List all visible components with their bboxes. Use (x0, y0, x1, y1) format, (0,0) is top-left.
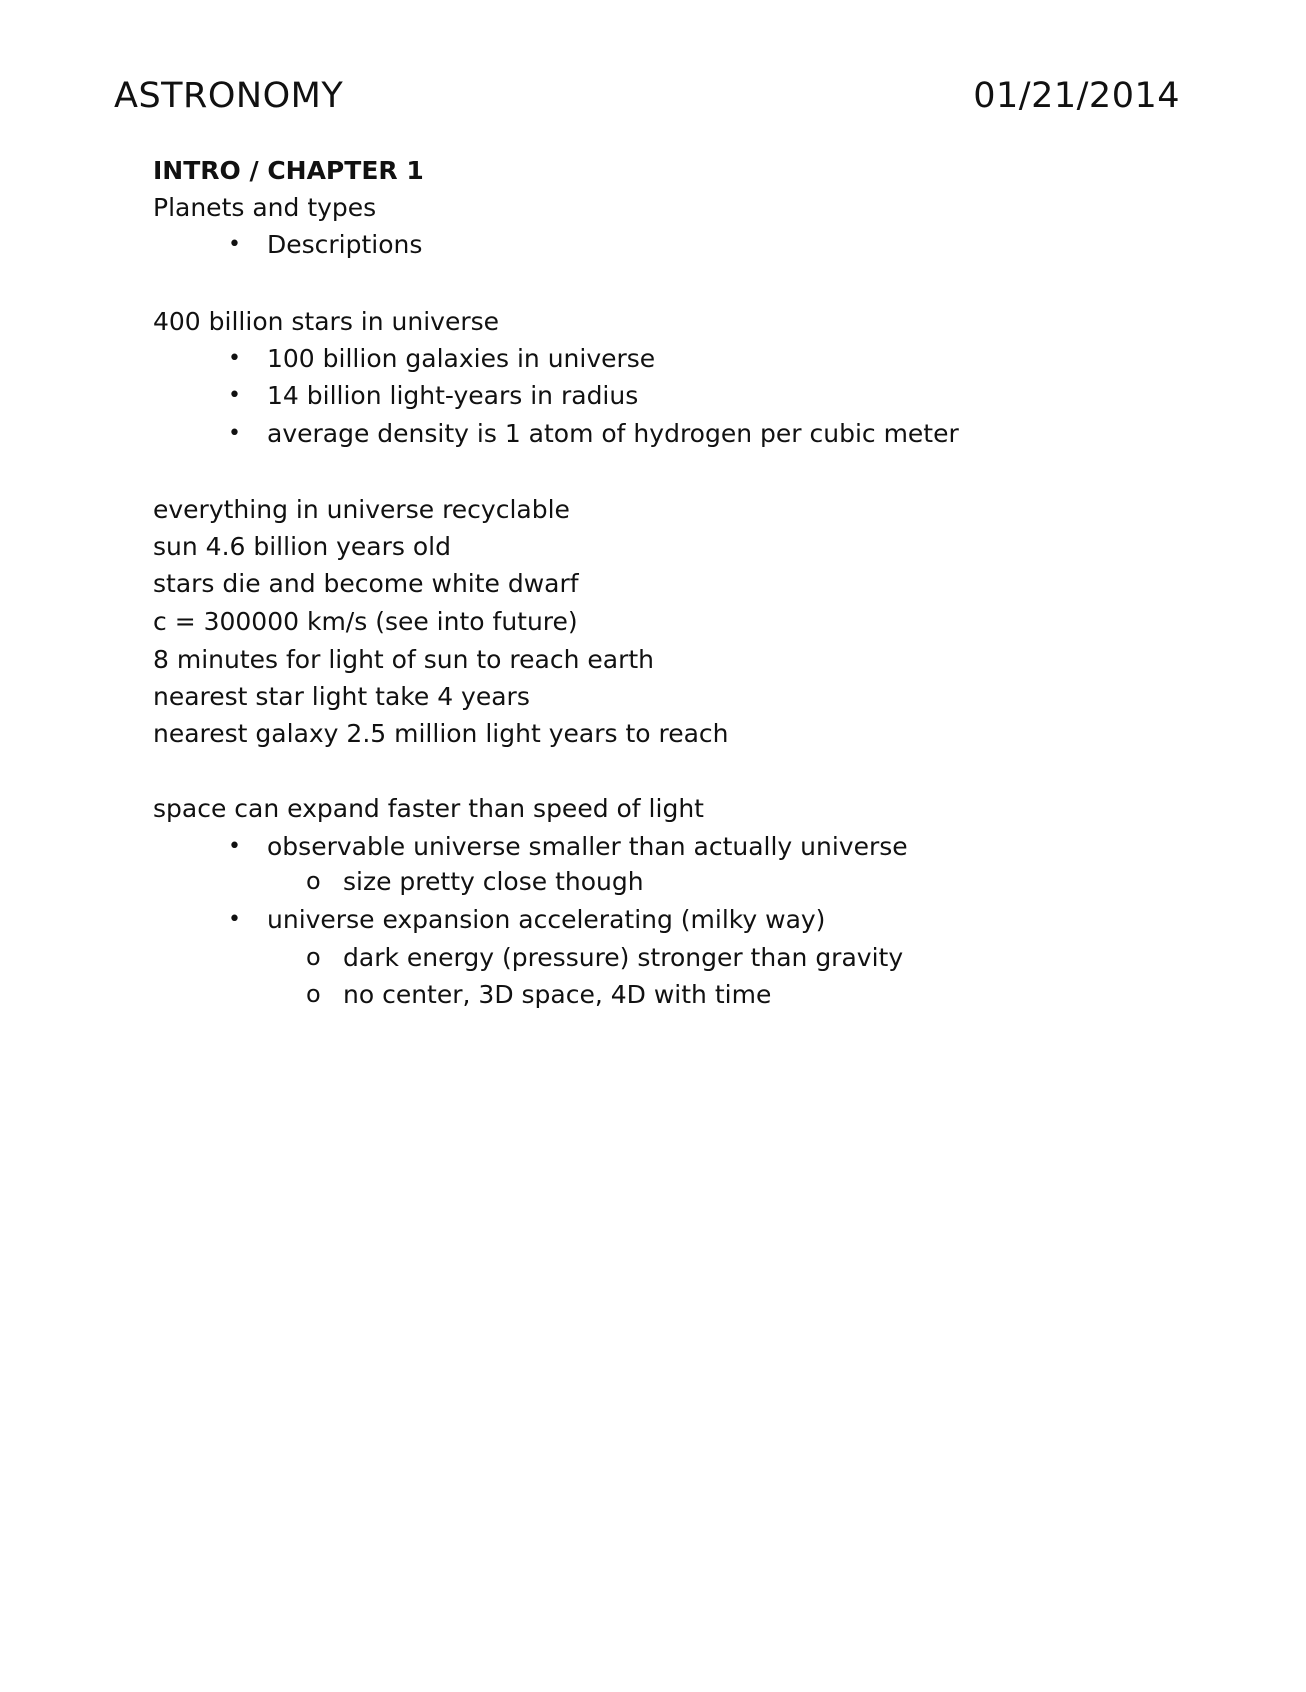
sub-bullet-marker: o (306, 980, 321, 1008)
text-line-nearest-star: nearest star light take 4 years (153, 682, 530, 711)
bullet-item-descriptions (153, 229, 422, 261)
text-line-space-expand: space can expand faster than speed of light (153, 794, 704, 823)
bullet-marker: • (228, 383, 241, 408)
text-line-speed-of-light: c = 300000 km/s (see into future) (153, 607, 578, 636)
sub-bullet-text: size pretty close though (343, 867, 644, 896)
text-line-sun-light-time: 8 minutes for light of sun to reach earth (153, 645, 655, 674)
bullet-text: Descriptions (267, 230, 423, 259)
sub-bullet-text: no center, 3D space, 4D with time (343, 980, 772, 1009)
document-title: ASTRONOMY (114, 76, 344, 116)
bullet-marker: • (228, 421, 241, 446)
sub-bullet-text: dark energy (pressure) stronger than gravity (343, 943, 904, 972)
bullet-marker: • (228, 834, 241, 859)
bullet-item-radius (153, 380, 638, 412)
bullet-item-observable-universe (153, 831, 908, 863)
bullet-marker: • (228, 232, 241, 257)
section-heading: INTRO / CHAPTER 1 (153, 156, 424, 185)
sub-bullet-item-size (153, 866, 644, 898)
bullet-marker: • (228, 907, 241, 932)
text-line-sun-age: sun 4.6 billion years old (153, 532, 451, 561)
bullet-text: 14 billion light-years in radius (267, 381, 639, 410)
bullet-text: universe expansion accelerating (milky way) (267, 905, 826, 934)
bullet-item-expansion (153, 904, 825, 936)
text-line-nearest-galaxy: nearest galaxy 2.5 million light years to reach (153, 719, 729, 748)
text-line-white-dwarf: stars die and become white dwarf (153, 569, 579, 598)
bullet-marker: • (228, 346, 241, 371)
document-date: 01/21/2014 (973, 76, 1180, 116)
bullet-text: observable universe smaller than actually universe (267, 832, 908, 861)
text-line-stars: 400 billion stars in universe (153, 307, 500, 336)
sub-bullet-item-no-center (153, 979, 771, 1011)
text-line-planets: Planets and types (153, 193, 377, 222)
bullet-text: average density is 1 atom of hydrogen per cubic meter (267, 419, 959, 448)
bullet-item-galaxies (153, 343, 655, 375)
sub-bullet-item-dark-energy (153, 942, 903, 974)
sub-bullet-marker: o (306, 867, 321, 895)
text-line-recyclable: everything in universe recyclable (153, 495, 570, 524)
sub-bullet-marker: o (306, 943, 321, 971)
bullet-item-density (153, 418, 959, 450)
bullet-text: 100 billion galaxies in universe (267, 344, 656, 373)
